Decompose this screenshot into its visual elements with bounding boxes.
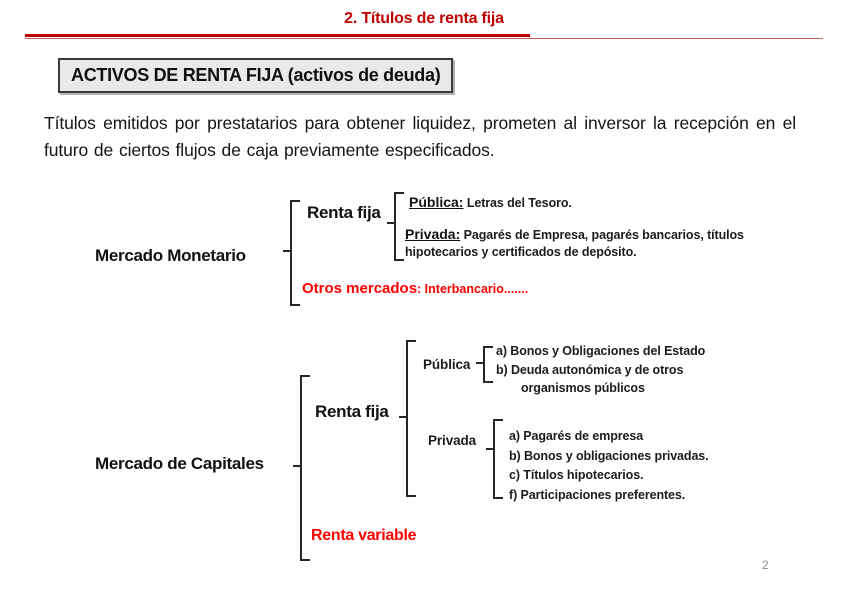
privada-2-label: Privada bbox=[428, 433, 477, 448]
list-item: b) Deuda autonómica y de otros bbox=[496, 362, 684, 377]
page-number: 2 bbox=[762, 558, 769, 572]
publica-1-desc: Letras del Tesoro. bbox=[463, 196, 572, 210]
list-item: c) Títulos hipotecarios. bbox=[509, 468, 644, 482]
otros-mercados-desc: : Interbancario....... bbox=[417, 282, 529, 296]
otros-mercados-term: Otros mercados bbox=[302, 280, 418, 297]
bracket-mercado-capitales bbox=[300, 375, 302, 561]
bracket-tick bbox=[387, 222, 396, 224]
privada-1-term: Privada: bbox=[405, 226, 461, 242]
publica-2-items bbox=[496, 342, 705, 398]
bracket-tick bbox=[399, 416, 408, 418]
list-item: organismos públicos bbox=[521, 381, 645, 395]
bracket-tick bbox=[476, 362, 485, 364]
bracket-tick bbox=[293, 465, 302, 467]
bracket-tick bbox=[486, 448, 495, 450]
heading-box: ACTIVOS DE RENTA FIJA (activos de deuda) bbox=[58, 58, 453, 93]
privada-2-items bbox=[509, 427, 709, 505]
privada-1-block bbox=[405, 226, 747, 260]
list-item: b) Bonos y obligaciones privadas. bbox=[509, 448, 709, 463]
title-rule-thin bbox=[25, 38, 823, 39]
list-item: a) Bonos y Obligaciones del Estado bbox=[496, 344, 706, 358]
intro-paragraph: Títulos emitidos por prestatarios para obtener liquidez, prometen al inversor la recepción en el futuro de ciertos flujos de caja previamente especificados. bbox=[44, 113, 796, 160]
mercado-monetario-label: Mercado Monetario bbox=[95, 246, 246, 265]
bracket-renta-fija-1 bbox=[394, 192, 396, 261]
bracket-tick bbox=[283, 250, 292, 252]
renta-variable-label: Renta variable bbox=[311, 527, 417, 544]
publica-1-term: Pública: bbox=[409, 194, 464, 210]
renta-fija-1-label: Renta fija bbox=[307, 203, 381, 222]
bracket-privada-2 bbox=[493, 419, 495, 499]
list-item: f) Participaciones preferentes. bbox=[509, 487, 686, 502]
otros-mercados-line bbox=[302, 280, 528, 298]
publica-2-label: Pública bbox=[423, 357, 471, 372]
slide-title: 2. Títulos de renta fija bbox=[344, 10, 504, 27]
bracket-mercado-monetario bbox=[290, 200, 292, 306]
bracket-renta-fija-2 bbox=[406, 340, 408, 497]
list-item: a) Pagarés de empresa bbox=[509, 429, 644, 443]
privada-1-desc: Pagarés de Empresa, pagarés bancarios, títulos hipotecarios y certificados de depósito. bbox=[405, 228, 744, 259]
mercado-capitales-label: Mercado de Capitales bbox=[95, 454, 264, 473]
title-rule-thick bbox=[25, 34, 530, 37]
bracket-publica-2 bbox=[483, 346, 485, 383]
publica-1-line bbox=[409, 194, 572, 212]
renta-fija-2-label: Renta fija bbox=[315, 402, 389, 421]
